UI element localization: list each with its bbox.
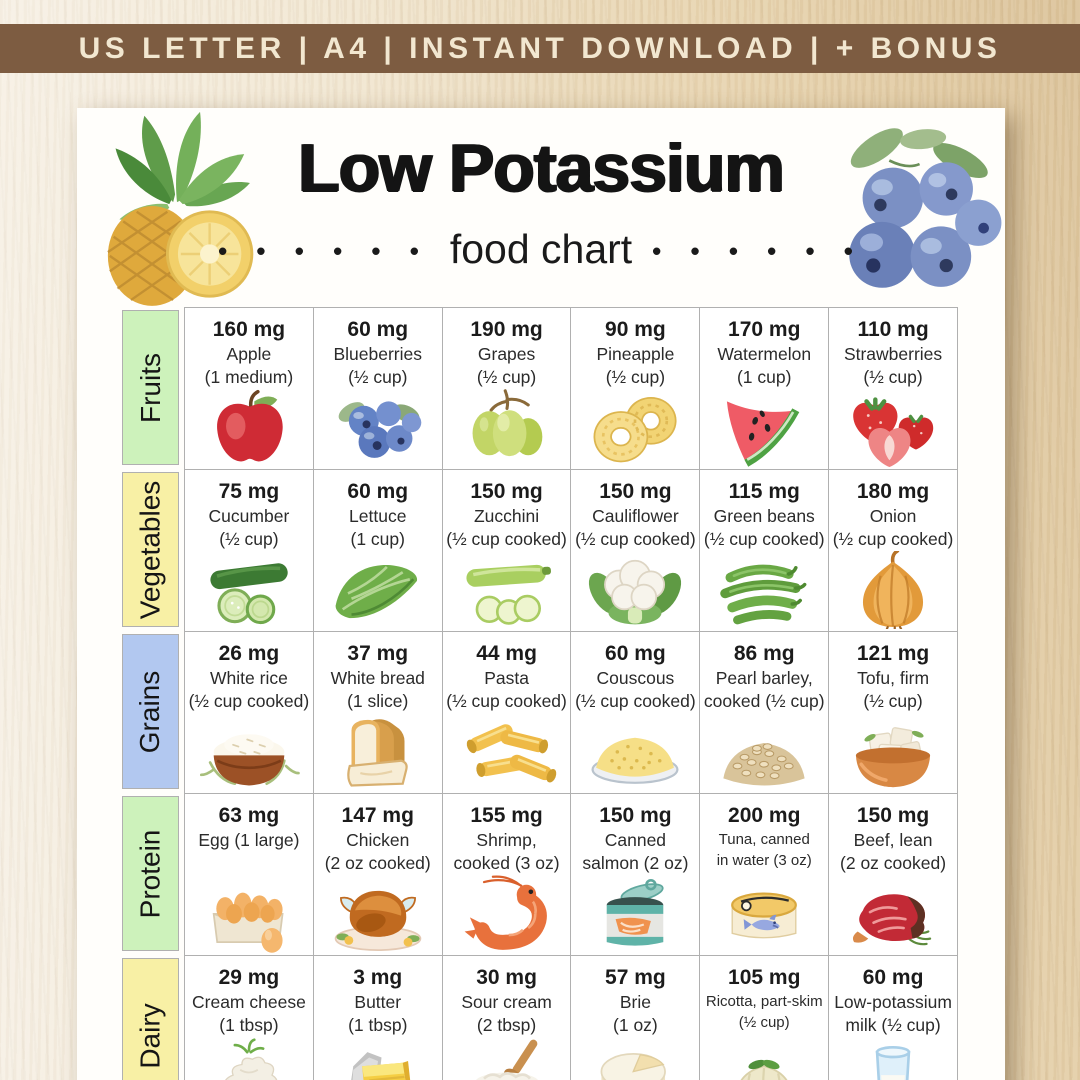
category-label-protein [122, 796, 179, 951]
food-name: Zucchini [473, 506, 540, 527]
food-mg: 90 mg [605, 318, 666, 341]
food-name: Beef, lean [853, 830, 933, 851]
food-portion: salmon (2 oz) [582, 853, 689, 874]
food-cell-apple [185, 308, 313, 469]
food-portion: (1 oz) [613, 1015, 658, 1036]
food-cell-cucumber [185, 470, 313, 631]
bread-icon [314, 713, 442, 793]
green-beans-icon [700, 551, 828, 631]
food-name: Watermelon [717, 344, 812, 365]
food-cell-barley [699, 632, 828, 793]
food-portion: (1 tbsp) [219, 1015, 279, 1036]
food-cell-green-beans [699, 470, 828, 631]
food-name: Cauliflower [592, 506, 679, 527]
food-portion: (2 tbsp) [476, 1015, 537, 1036]
food-cell-bread [313, 632, 442, 793]
brie-icon [571, 1037, 699, 1080]
category-label-fruits [122, 310, 179, 465]
food-cell-chicken [313, 794, 442, 955]
food-portion: (½ cup cooked) [832, 529, 954, 550]
subtitle-text: food chart [449, 226, 633, 272]
food-cell-onion [828, 470, 957, 631]
food-mg: 26 mg [218, 642, 280, 665]
category-label-text: Fruits [134, 352, 166, 423]
poster [77, 108, 1005, 1080]
food-cell-cream-cheese [185, 956, 313, 1080]
food-portion: (1 cup) [736, 367, 792, 388]
food-mg: 150 mg [470, 480, 543, 503]
salmon-can-icon [571, 875, 699, 955]
food-name: Blueberries [333, 344, 422, 365]
food-name: Pasta [484, 668, 529, 689]
food-portion: cooked (3 oz) [453, 853, 560, 874]
food-portion: (1 medium) [204, 367, 294, 388]
food-name: Tuna, canned [718, 831, 810, 849]
food-name: Pineapple [596, 344, 675, 365]
food-mg: 115 mg [728, 480, 800, 503]
food-cell-shrimp [442, 794, 571, 955]
food-name: Pearl barley, [715, 668, 813, 689]
food-mg: 150 mg [599, 804, 672, 827]
food-portion: (½ cup cooked) [703, 529, 825, 550]
food-mg: 75 mg [218, 480, 280, 503]
chicken-icon [314, 875, 442, 955]
food-name: Cream cheese [192, 992, 306, 1013]
food-mg: 60 mg [605, 642, 666, 665]
rice-bowl-icon [185, 713, 313, 793]
grapes-icon [443, 389, 571, 469]
food-mg: 30 mg [476, 966, 537, 989]
food-portion: (½ cup) [219, 529, 279, 550]
food-cell-ricotta [699, 956, 828, 1080]
food-cell-blueberries [313, 308, 442, 469]
lettuce-icon [314, 551, 442, 631]
food-grid [184, 307, 958, 1080]
food-portion: (½ cup cooked) [575, 691, 696, 712]
food-mg: 86 mg [733, 642, 795, 665]
food-mg: 60 mg [862, 966, 924, 989]
food-cell-grapes [442, 308, 571, 469]
category-label-text: Vegetables [134, 480, 166, 619]
zucchini-icon [443, 551, 571, 631]
food-portion: (½ cup cooked) [446, 529, 567, 550]
food-row-vegetables [185, 470, 957, 632]
food-portion: in water (3 oz) [716, 852, 812, 870]
food-name: Brie [619, 992, 651, 1013]
subtitle-dots-left: • • • • • • [218, 236, 430, 266]
food-mg: 63 mg [218, 804, 280, 827]
ricotta-icon [700, 1033, 828, 1080]
food-mg: 105 mg [728, 966, 801, 989]
food-cell-couscous [570, 632, 699, 793]
food-mg: 150 mg [856, 804, 930, 827]
food-cell-zucchini [442, 470, 571, 631]
food-cell-pineapple-rings [570, 308, 699, 469]
food-portion: (½ cup) [605, 367, 666, 388]
shrimp-icon [443, 875, 571, 955]
food-mg: 60 mg [347, 318, 409, 341]
category-label-vegetables [122, 472, 179, 627]
food-cell-sour-cream [442, 956, 571, 1080]
cream-cheese-icon [185, 1037, 313, 1080]
eggs-icon [185, 852, 313, 955]
food-name: Apple [226, 344, 272, 365]
food-mg: 150 mg [599, 480, 672, 503]
food-cell-watermelon [699, 308, 828, 469]
food-name: Onion [869, 506, 917, 527]
tofu-icon [829, 713, 957, 793]
food-cell-salmon-can [570, 794, 699, 955]
food-name: Tofu, firm [857, 668, 930, 689]
food-name: Shrimp, [476, 830, 537, 851]
food-name: Ricotta, part-skim [705, 993, 823, 1011]
food-name: Grapes [477, 344, 536, 365]
food-name: Green beans [713, 506, 815, 527]
cauliflower-icon [571, 551, 699, 631]
food-cell-tofu [828, 632, 957, 793]
food-name: Egg (1 large) [198, 830, 300, 851]
food-mg: 147 mg [341, 804, 414, 827]
apple-icon [185, 389, 313, 469]
food-portion: (½ cup) [863, 691, 923, 712]
food-mg: 170 mg [728, 318, 801, 341]
food-name: White rice [210, 668, 288, 689]
category-label-dairy [122, 958, 179, 1080]
food-row-protein [185, 794, 957, 956]
food-mg: 200 mg [728, 804, 801, 827]
blueberries-icon [314, 389, 442, 469]
food-name: Lettuce [349, 506, 407, 527]
food-cell-eggs [185, 794, 313, 955]
food-mg: 180 mg [856, 480, 930, 503]
food-mg: 121 mg [856, 642, 930, 665]
page-subtitle [77, 226, 1005, 273]
category-label-grains [122, 634, 179, 789]
food-cell-tuna-can [699, 794, 828, 955]
onion-icon [829, 551, 957, 631]
beef-icon [829, 875, 957, 955]
food-mg: 160 mg [212, 318, 286, 341]
food-portion: milk (½ cup) [845, 1015, 941, 1036]
food-mg: 3 mg [353, 966, 403, 989]
cucumber-icon [185, 551, 313, 631]
food-cell-beef [828, 794, 957, 955]
food-name: Canned [604, 830, 667, 851]
pineapple-rings-icon [571, 389, 699, 469]
tuna-can-icon [700, 871, 828, 955]
food-portion: (2 oz cooked) [324, 853, 431, 874]
food-mg: 110 mg [857, 318, 929, 341]
barley-icon [700, 713, 828, 793]
top-banner [0, 24, 1080, 73]
food-mg: 190 mg [470, 318, 543, 341]
food-mg: 44 mg [476, 642, 537, 665]
food-portion: (½ cup) [348, 367, 408, 388]
food-name: Strawberries [843, 344, 943, 365]
food-row-dairy [185, 956, 957, 1080]
food-portion: (1 cup) [350, 529, 405, 550]
food-mg: 57 mg [605, 966, 666, 989]
food-portion: (½ cup cooked) [446, 691, 567, 712]
pasta-icon [443, 713, 571, 793]
food-name: White bread [330, 668, 425, 689]
food-name: Cucumber [208, 506, 290, 527]
sour-cream-icon [443, 1037, 571, 1080]
food-portion: (2 oz cooked) [840, 853, 947, 874]
food-cell-butter [313, 956, 442, 1080]
food-name: Sour cream [461, 992, 552, 1013]
food-portion: (1 slice) [347, 691, 409, 712]
butter-icon [314, 1037, 442, 1080]
food-row-grains [185, 632, 957, 794]
food-cell-strawberries [828, 308, 957, 469]
food-cell-pasta [442, 632, 571, 793]
food-portion: (½ cup) [476, 367, 537, 388]
food-cell-rice-bowl [185, 632, 313, 793]
food-portion: (½ cup cooked) [575, 529, 696, 550]
food-cell-cauliflower [570, 470, 699, 631]
food-mg: 37 mg [347, 642, 409, 665]
food-cell-brie [570, 956, 699, 1080]
subtitle-dots-right: • • • • • • [652, 236, 864, 266]
food-portion: (½ cup) [863, 367, 923, 388]
milk-icon [829, 1037, 957, 1080]
food-name: Butter [354, 992, 402, 1013]
food-name: Chicken [346, 830, 410, 851]
food-portion: (½ cup) [738, 1014, 790, 1032]
food-portion: (1 tbsp) [348, 1015, 408, 1036]
food-cell-milk [828, 956, 957, 1080]
banner-text: US LETTER | A4 | INSTANT DOWNLOAD | + BONUS [78, 31, 1002, 65]
food-cell-lettuce [313, 470, 442, 631]
watermelon-icon [700, 389, 828, 469]
food-mg: 60 mg [347, 480, 409, 503]
food-mg: 155 mg [470, 804, 543, 827]
food-row-fruits [185, 308, 957, 470]
category-label-text: Dairy [134, 1002, 166, 1069]
food-name: Couscous [596, 668, 675, 689]
food-name: Low-potassium [834, 992, 952, 1013]
category-label-text: Grains [134, 670, 166, 753]
food-mg: 29 mg [218, 966, 280, 989]
food-portion: cooked (½ cup) [703, 691, 825, 712]
page-title: Low Potassium [298, 130, 784, 206]
food-portion: (½ cup cooked) [188, 691, 310, 712]
category-label-text: Protein [134, 829, 166, 918]
strawberries-icon [829, 389, 957, 469]
couscous-icon [571, 713, 699, 793]
